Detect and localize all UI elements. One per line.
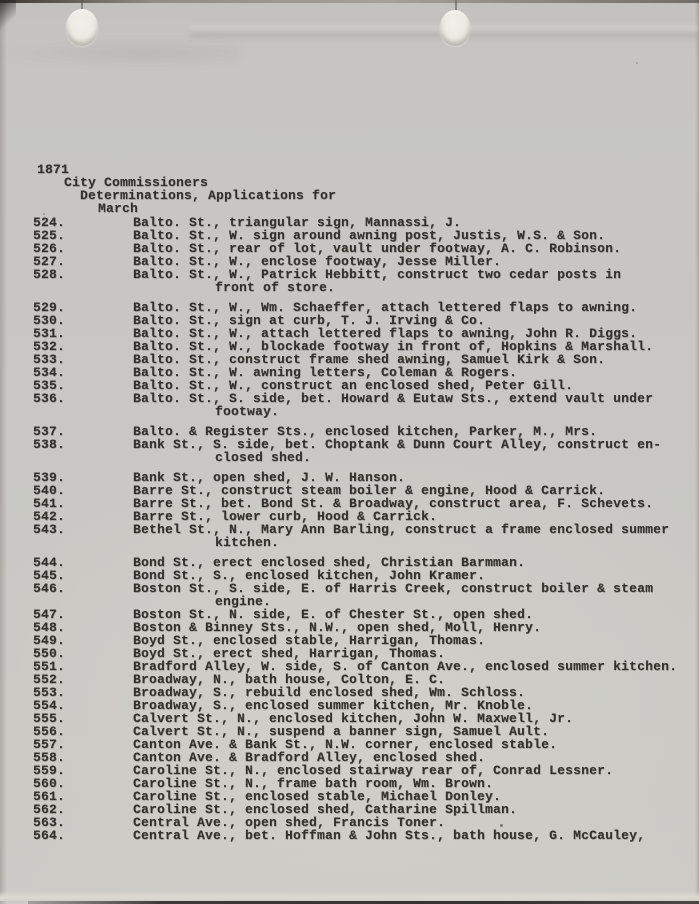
punch-hole-left	[66, 9, 98, 46]
entry-number: 562.	[33, 802, 66, 817]
entry-number: 550.	[33, 646, 66, 661]
entry-row	[0, 523, 699, 549]
page-year: 1871	[37, 162, 70, 177]
scan-bottom-edge-light	[0, 891, 699, 901]
entry-line1: Barre St., lower curb, Hood & Carrick.	[133, 509, 438, 524]
entry-number: 531.	[33, 326, 66, 341]
entry-line2: engine.	[215, 594, 272, 609]
entry-number: 537.	[33, 424, 66, 439]
entry-number: 558.	[33, 750, 66, 765]
entry-number: 543.	[33, 522, 66, 537]
entry-number: 527.	[33, 254, 66, 269]
entry-number: 556.	[33, 724, 66, 739]
entry-line1: Balto. St., sign at curb, T. J. Irving & Co.	[133, 313, 486, 328]
entry-line1: Balto. St., W. awning letters, Coleman & Rogers.	[133, 365, 518, 380]
entry-number: 548.	[33, 620, 66, 635]
entry-line2: closed shed.	[215, 450, 312, 465]
entry-number: 549.	[33, 633, 66, 648]
entry-row	[0, 438, 699, 464]
entry-line1: Caroline St., enclosed shed, Catharine Spillman.	[133, 802, 518, 817]
entry-line1: Bradford Alley, W. side, S. of Canton Ave., enclosed summer kitchen.	[133, 659, 678, 674]
entry-number: 554.	[33, 698, 66, 713]
entry-number: 542.	[33, 509, 66, 524]
entry-number: 551.	[33, 659, 66, 674]
entry-number: 538.	[33, 437, 66, 452]
entry-text	[133, 582, 699, 608]
entry-number: 528.	[33, 267, 66, 282]
entry-line1: Bank St., S. side, bet. Choptank & Dunn Court Alley, construct en-	[133, 437, 662, 452]
entry-number: 561.	[33, 789, 66, 804]
entry-line1: Bank St., open shed, J. W. Hanson.	[133, 470, 406, 485]
entry-line1: Bond St., erect enclosed shed, Christian Barmman.	[133, 555, 526, 570]
entry-line1: Balto. St., W., attach lettered flaps to awning, John R. Diggs.	[133, 326, 638, 341]
entry-number: 553.	[33, 685, 66, 700]
entry-line1: Bethel St., N., Mary Ann Barling, construct a frame enclosed summer	[133, 522, 670, 537]
entry-line1: Barre St., bet. Bond St. & Broadway, construct area, F. Schevets.	[133, 496, 654, 511]
entry-line1: Balto. & Register Sts., enclosed kitchen, Parker, M., Mrs.	[133, 424, 598, 439]
entry-row	[0, 392, 699, 418]
entry-line1: Central Ave., bet. Hoffman & John Sts., bath house, G. McCauley,	[133, 828, 646, 843]
entry-line1: Caroline St., enclosed stable, Michael Donley.	[133, 789, 502, 804]
entry-number: 540.	[33, 483, 66, 498]
entry-line1: Caroline St., N., enclosed stairway rear of, Conrad Lessner.	[133, 763, 614, 778]
entry-text	[133, 438, 699, 464]
entry-line1: Calvert St., N., suspend a banner sign, Samuel Ault.	[133, 724, 550, 739]
entry-number: 563.	[33, 815, 66, 830]
entry-line1: Balto. St., W., Patrick Hebbitt, construct two cedar posts in	[133, 267, 622, 282]
entry-line1: Broadway, S., rebuild enclosed shed, Wm. Schloss.	[133, 685, 526, 700]
entry-line1: Caroline St., N., frame bath room, Wm. Brown.	[133, 776, 494, 791]
entry-number: 547.	[33, 607, 66, 622]
entry-number: 529.	[33, 300, 66, 315]
entry-line1: Central Ave., open shed, Francis Toner.	[133, 815, 446, 830]
entry-number: 564.	[33, 828, 66, 843]
entry-number: 525.	[33, 228, 66, 243]
entry-number: 532.	[33, 339, 66, 354]
entry-line1: Balto. St., W., construct an enclosed shed, Peter Gill.	[133, 378, 574, 393]
entry-line1: Barre St., construct steam boiler & engine, Hood & Carrick.	[133, 483, 606, 498]
entry-line1: Boyd St., erect shed, Harrigan, Thomas.	[133, 646, 446, 661]
entry-number: 526.	[33, 241, 66, 256]
page-title-line1: City Commissioners	[64, 175, 209, 190]
entry-line1: Boyd St., enclosed stable, Harrigan, Thomas.	[133, 633, 486, 648]
entries-list	[0, 216, 699, 842]
entry-line1: Balto. St., construct frame shed awning, Samuel Kirk & Son.	[133, 352, 606, 367]
paper-speck	[636, 62, 638, 64]
entry-number: 539.	[33, 470, 66, 485]
entry-number: 524.	[33, 215, 66, 230]
entry-line1: Balto. St., W., blockade footway in front of, Hopkins & Marshall.	[133, 339, 654, 354]
punch-hole-right	[440, 10, 470, 46]
scan-top-edge	[0, 0, 699, 3]
entry-line1: Canton Ave. & Bank St., N.W. corner, enclosed stable.	[133, 737, 558, 752]
entry-number: 560.	[33, 776, 66, 791]
entry-number: 541.	[33, 496, 66, 511]
entry-number: 557.	[33, 737, 66, 752]
entry-line1: Balto. St., S. side, bet. Howard & Eutaw Sts., extend vault under	[133, 391, 654, 406]
entry-line1: Boston & Binney Sts., N.W., open shed, Moll, Henry.	[133, 620, 542, 635]
entry-line1: Boston St., N. side, E. of Chester St., open shed.	[133, 607, 534, 622]
entry-line1: Bond St., S., enclosed kitchen, John Kramer.	[133, 568, 486, 583]
entry-line1: Boston St., S. side, E. of Harris Creek, construct boiler & steam	[133, 581, 654, 596]
entry-line1: Broadway, N., bath house, Colton, E. C.	[133, 672, 446, 687]
paper-crease-shadow-left	[0, 40, 240, 66]
entry-number: 530.	[33, 313, 66, 328]
entry-number: 536.	[33, 391, 66, 406]
entry-number: 552.	[33, 672, 66, 687]
entry-number: 533.	[33, 352, 66, 367]
entry-number: 535.	[33, 378, 66, 393]
entry-line1: Calvert St., N., enclosed kitchen, John W. Maxwell, Jr.	[133, 711, 574, 726]
entry-line1: Balto. St., W. sign around awning post, Justis, W.S. & Son.	[133, 228, 606, 243]
entry-line2: kitchen.	[215, 535, 280, 550]
entry-line1: Balto. St., rear of lot, vault under footway, A. C. Robinson.	[133, 241, 622, 256]
entry-number: 555.	[33, 711, 66, 726]
entry-number: 545.	[33, 568, 66, 583]
entry-row	[0, 829, 699, 842]
page-title-line2: Determinations, Applications for	[80, 188, 337, 203]
entry-row	[0, 268, 699, 294]
entry-line2: footway.	[215, 404, 280, 419]
entry-text	[133, 829, 699, 842]
entry-text	[133, 523, 699, 549]
entry-line1: Broadway, S., enclosed summer kitchen, Mr. Knoble.	[133, 698, 534, 713]
entry-line2: front of store.	[215, 280, 336, 295]
entry-number: 546.	[33, 581, 66, 596]
entry-text	[133, 392, 699, 418]
page-title-month: March	[98, 201, 139, 216]
entry-number: 559.	[33, 763, 66, 778]
entry-text	[133, 268, 699, 294]
entry-line1: Balto. St., W., enclose footway, Jesse Miller.	[133, 254, 502, 269]
entry-number: 544.	[33, 555, 66, 570]
entry-line1: Canton Ave. & Bradford Alley, enclosed shed.	[133, 750, 486, 765]
entry-line1: Balto. St., W., Wm. Schaeffer, attach lettered flaps to awning.	[133, 300, 638, 315]
entry-line1: Balto. St., triangular sign, Mannassi, J.	[133, 215, 462, 230]
entry-number: 534.	[33, 365, 66, 380]
entry-row	[0, 582, 699, 608]
